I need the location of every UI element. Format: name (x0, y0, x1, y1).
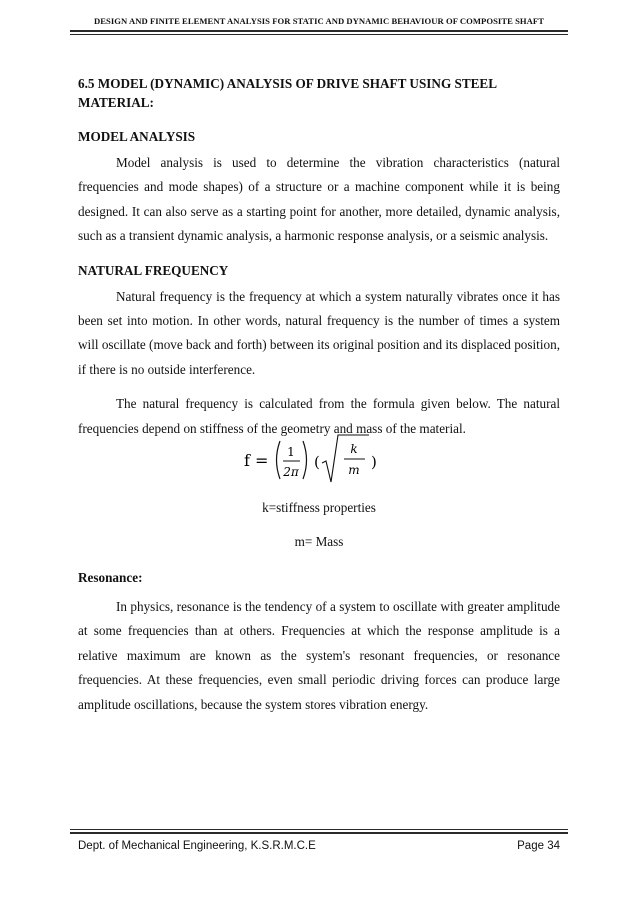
paragraph-natural-frequency-2: The natural frequency is calculated from the formula given below. The natural frequencies depend on stiffness of the geometry and mass of the material. (78, 396, 560, 436)
m-definition: m= Mass (294, 534, 344, 549)
formula-numerator-1: 1 (287, 445, 295, 459)
formula-lhs: f = (244, 451, 269, 470)
paragraph-resonance: In physics, resonance is the tendency of a system to oscillate with greater amplitude at some frequencies than at others. Frequencies at which the response amplitude is a relative maximum are known as the system's resonant frequencies, or resonance frequencies. At these frequencies, even small periodic driving forces can produce large amplitude oscillations, because the system stores vibration energy. (78, 599, 560, 712)
section-title: 6.5 MODEL (DYNAMIC) ANALYSIS OF DRIVE SHAFT USING STEEL MATERIAL: (78, 76, 497, 110)
footer-page-number: Page 34 (517, 840, 560, 852)
heading-resonance: Resonance: (78, 570, 143, 585)
formula-denominator-1: 2π (283, 465, 299, 479)
formula-numerator-2: k (350, 442, 358, 456)
natural-frequency-formula (78, 429, 560, 495)
page-content (78, 75, 560, 712)
paragraph-model-analysis: Model analysis is used to determine the vibration characteristics (natural frequencies and mode shapes) of a structure or a machine component while it is being designed. It can also serve as a starting point for another, more detailed, dynamic analysis, such as a transient dynamic analysis, a harmonic response analysis, or a seismic analysis. (78, 155, 560, 244)
formula-graphic (244, 429, 394, 491)
running-header: DESIGN AND FINITE ELEMENT ANALYSIS FOR STATIC AND DYNAMIC BEHAVIOUR OF COMPOSITE SHAFT (94, 16, 544, 26)
footer-rule-thick (70, 832, 568, 834)
paragraph-natural-frequency-1: Natural frequency is the frequency at which a system naturally vibrates once it has been set into motion. In other words, natural frequency is the number of times a system will oscillate (move back and forth) between its original position and its displaced position, if there is no outside interference. (78, 288, 560, 377)
heading-model-analysis: MODEL ANALYSIS (78, 129, 196, 144)
svg-text:): ) (371, 453, 377, 471)
header-rule-thick (70, 30, 568, 32)
svg-text:(: ( (314, 453, 320, 471)
k-definition: k=stiffness properties (262, 500, 376, 515)
footer-department: Dept. of Mechanical Engineering, K.S.R.M.C.E (78, 840, 316, 852)
formula-denominator-2: m (348, 463, 360, 477)
heading-natural-frequency: NATURAL FREQUENCY (78, 262, 229, 278)
footer-rule-thin (70, 829, 568, 830)
header-rule-thin (70, 34, 568, 35)
